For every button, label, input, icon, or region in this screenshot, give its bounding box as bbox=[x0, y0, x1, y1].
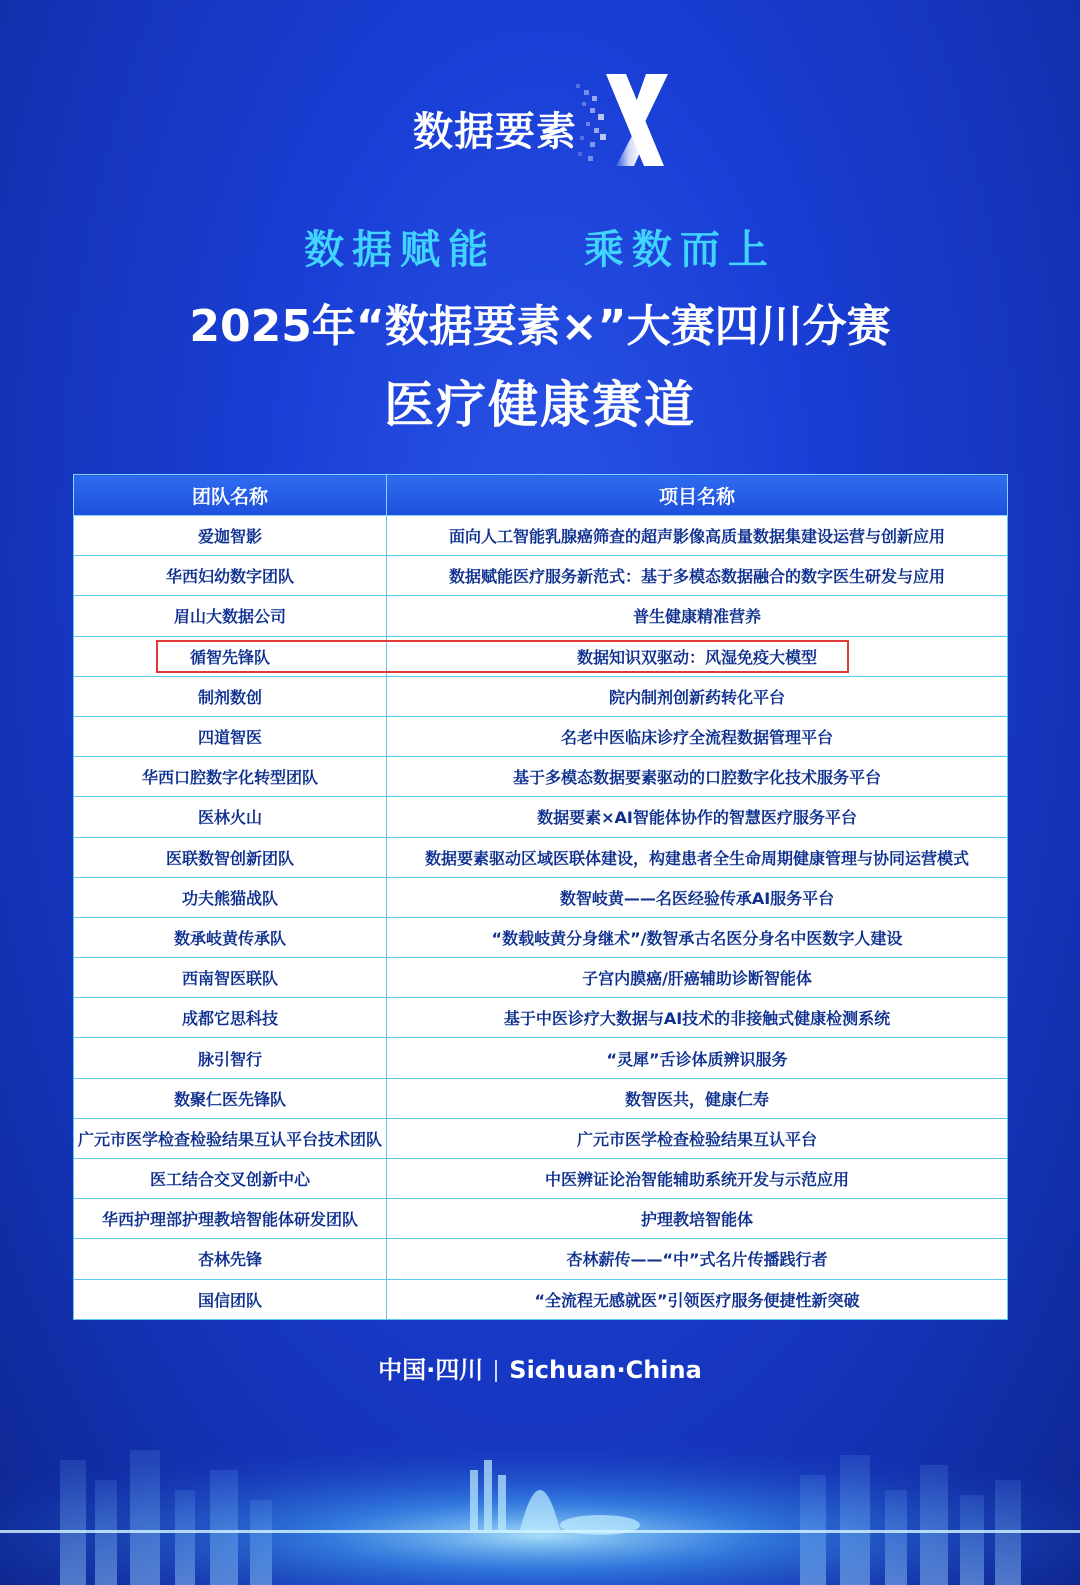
project-name-cell: 基于多模态数据要素驱动的口腔数字化技术服务平台 bbox=[387, 757, 1008, 797]
table-row bbox=[74, 917, 1008, 957]
table-row bbox=[74, 998, 1008, 1038]
footer-left: 中国·四川 bbox=[378, 1356, 484, 1384]
project-name-cell: “灵犀”舌诊体质辨识服务 bbox=[387, 1038, 1008, 1078]
table-row bbox=[74, 716, 1008, 756]
results-table bbox=[73, 474, 1007, 1320]
title-year: 2025年“数据要素×”大赛四川分赛 bbox=[189, 301, 891, 352]
team-name-cell: 广元市医学检查检验结果互认平台技术团队 bbox=[74, 1118, 387, 1158]
table-header-row bbox=[74, 475, 1008, 516]
team-name-cell: 医工结合交叉创新中心 bbox=[74, 1159, 387, 1199]
footer-right: Sichuan·China bbox=[509, 1356, 702, 1384]
team-name-cell: 成都它思科技 bbox=[74, 998, 387, 1038]
table-row bbox=[74, 1118, 1008, 1158]
city-skyline-decoration bbox=[0, 1420, 1080, 1585]
table-row bbox=[74, 797, 1008, 837]
project-name-cell: 数智医共，健康仁寿 bbox=[387, 1078, 1008, 1118]
table-row bbox=[74, 1038, 1008, 1078]
team-name-cell: 脉引智行 bbox=[74, 1038, 387, 1078]
project-name-cell: 名老中医临床诊疗全流程数据管理平台 bbox=[387, 716, 1008, 756]
team-name-cell: 华西口腔数字化转型团队 bbox=[74, 757, 387, 797]
table-row bbox=[74, 757, 1008, 797]
table-body bbox=[74, 516, 1008, 1320]
table-row bbox=[74, 1078, 1008, 1118]
table-row bbox=[74, 1159, 1008, 1199]
team-name-cell: 医联数智创新团队 bbox=[74, 837, 387, 877]
table-row bbox=[74, 636, 1008, 676]
x-logo-icon bbox=[576, 72, 671, 168]
project-name-cell: 基于中医诊疗大数据与AI技术的非接触式健康检测系统 bbox=[387, 998, 1008, 1038]
project-name-cell: “数载岐黄分身继术”/数智承古名医分身名中医数字人建设 bbox=[387, 917, 1008, 957]
project-name-cell: “全流程无感就医”引领医疗服务便捷性新突破 bbox=[387, 1279, 1008, 1319]
team-name-cell: 爱迦智影 bbox=[74, 516, 387, 556]
table-row bbox=[74, 837, 1008, 877]
table-row bbox=[74, 958, 1008, 998]
project-name-cell: 院内制剂创新药转化平台 bbox=[387, 676, 1008, 716]
project-name-cell: 面向人工智能乳腺癌筛查的超声影像高质量数据集建设运营与创新应用 bbox=[387, 516, 1008, 556]
project-name-cell: 子宫内膜癌/肝癌辅助诊断智能体 bbox=[387, 958, 1008, 998]
team-name-cell: 杏林先锋 bbox=[74, 1239, 387, 1279]
table-row bbox=[74, 1279, 1008, 1319]
project-name-cell: 数据要素驱动区域医联体建设，构建患者全生命周期健康管理与协同运营模式 bbox=[387, 837, 1008, 877]
footer bbox=[0, 1350, 1080, 1385]
team-name-cell: 国信团队 bbox=[74, 1279, 387, 1319]
project-name-cell: 中医辨证论治智能辅助系统开发与示范应用 bbox=[387, 1159, 1008, 1199]
team-name-cell: 华西妇幼数字团队 bbox=[74, 556, 387, 596]
project-name-cell: 护理教培智能体 bbox=[387, 1199, 1008, 1239]
title-track: 医疗健康赛道 bbox=[384, 376, 696, 434]
project-name-cell: 广元市医学检查检验结果互认平台 bbox=[387, 1118, 1008, 1158]
team-name-cell: 西南智医联队 bbox=[74, 958, 387, 998]
table-row bbox=[74, 676, 1008, 716]
table-row bbox=[74, 596, 1008, 636]
project-name-cell: 数据赋能医疗服务新范式：基于多模态数据融合的数字医生研发与应用 bbox=[387, 556, 1008, 596]
footer-divider bbox=[495, 1360, 497, 1382]
project-name-cell: 杏林薪传——“中”式名片传播践行者 bbox=[387, 1239, 1008, 1279]
header-team: 团队名称 bbox=[74, 475, 387, 516]
team-name-cell: 功夫熊猫战队 bbox=[74, 877, 387, 917]
project-name-cell: 普生健康精准营养 bbox=[387, 596, 1008, 636]
team-name-cell: 数承岐黄传承队 bbox=[74, 917, 387, 957]
table-row bbox=[74, 1199, 1008, 1239]
team-name-cell: 四道智医 bbox=[74, 716, 387, 756]
team-name-cell: 医林火山 bbox=[74, 797, 387, 837]
team-name-cell: 眉山大数据公司 bbox=[74, 596, 387, 636]
table-row bbox=[74, 516, 1008, 556]
project-name-cell: 数据知识双驱动：风湿免疫大模型 bbox=[387, 636, 1008, 676]
slogan: 数据赋能 乘数而上 bbox=[304, 227, 776, 273]
table-row bbox=[74, 877, 1008, 917]
logo-text: 数据要素 bbox=[413, 109, 577, 155]
table-row bbox=[74, 1239, 1008, 1279]
team-name-cell: 华西护理部护理教培智能体研发团队 bbox=[74, 1199, 387, 1239]
team-name-cell: 循智先锋队 bbox=[74, 636, 387, 676]
table-row bbox=[74, 556, 1008, 596]
project-name-cell: 数智岐黄——名医经验传承AI服务平台 bbox=[387, 877, 1008, 917]
project-name-cell: 数据要素×AI智能体协作的智慧医疗服务平台 bbox=[387, 797, 1008, 837]
logo bbox=[0, 72, 1080, 172]
header-project: 项目名称 bbox=[387, 475, 1008, 516]
team-name-cell: 数聚仁医先锋队 bbox=[74, 1078, 387, 1118]
team-name-cell: 制剂数创 bbox=[74, 676, 387, 716]
